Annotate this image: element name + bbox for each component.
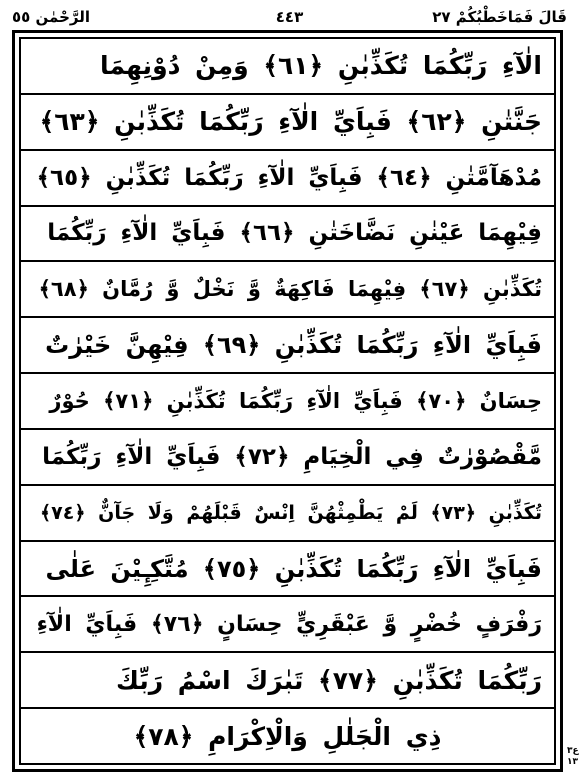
line-text: رَبِّكُمَا تُكَذِّبٰنِ ﴿٧٧﴾ تَبٰرَكَ اسْمُ رَبِّكَ bbox=[116, 665, 542, 695]
text-line bbox=[21, 542, 554, 598]
line-text: تُكَذِّبٰنِ ﴿٦٧﴾ فِيْهِمَا فَاكِهَةٌ وَّ نَخْلٌ وَّ رُمَّانٌ ﴿٦٨﴾ bbox=[38, 277, 542, 302]
text-line bbox=[21, 207, 554, 263]
line-text: جَنَّتٰنِ ﴿٦٢﴾ فَبِاَيِّ الٰآءِ رَبِّكُمَا تُكَذِّبٰنِ ﴿٦٣﴾ bbox=[39, 107, 542, 137]
line-text: مُدْهَآمَّتٰنِ ﴿٦٤﴾ فَبِاَيِّ الٰآءِ رَبِّكُمَا تُكَذِّبٰنِ ﴿٦٥﴾ bbox=[36, 164, 542, 191]
page-border-outer bbox=[12, 30, 563, 772]
page-number: ٤٤٣ bbox=[275, 8, 304, 26]
line-text: تُكَذِّبٰنِ ﴿٧٣﴾ لَمْ يَطْمِثْهُنَّ اِنْسٌ قَبْلَهُمْ وَلَا جَآنٌّ ﴿٧٤﴾ bbox=[40, 501, 542, 524]
line-text: مَّقْصُوْرٰتٌ فِي الْخِيَامِ ﴿٧٢﴾ فَبِاَيِّ الٰآءِ رَبِّكُمَا bbox=[42, 443, 542, 470]
text-line-final bbox=[21, 709, 554, 763]
text-line bbox=[21, 430, 554, 486]
line-text: ذِي الْجَلٰلِ وَالْاِكْرَامِ ﴿٧٨﴾ bbox=[133, 721, 442, 751]
text-line bbox=[21, 374, 554, 430]
line-text: فِيْهِمَا عَيْنٰنِ نَضَّاخَتٰنِ ﴿٦٦﴾ فَبِاَيِّ الٰآءِ رَبِّكُمَا bbox=[47, 220, 542, 247]
page-header bbox=[12, 4, 567, 30]
line-text: فَبِاَيِّ الٰآءِ رَبِّكُمَا تُكَذِّبٰنِ ﴿٦٩﴾ فِيْهِنَّ خَيْرٰتٌ bbox=[45, 331, 542, 360]
text-line bbox=[21, 39, 554, 95]
line-text: رَفْرَفٍ خُضْرٍ وَّ عَبْقَرِيٍّ حِسَانٍ ﴿٧٦﴾ فَبِاَيِّ الٰآءِ bbox=[36, 611, 542, 637]
text-line bbox=[21, 95, 554, 151]
juz-name: قَالَ فَمَاخَطْبُكُمْ ٢٧ bbox=[432, 8, 567, 26]
text-line bbox=[21, 318, 554, 374]
text-line bbox=[21, 262, 554, 318]
page-border-inner bbox=[19, 37, 556, 765]
ruku-marker: ع٣ ١٣ bbox=[567, 746, 579, 767]
line-text: الٰآءِ رَبِّكُمَا تُكَذِّبٰنِ ﴿٦١﴾ وَمِنْ دُوْنِهِمَا bbox=[100, 51, 542, 81]
line-text: حِسَانٌ ﴿٧٠﴾ فَبِاَيِّ الٰآءِ رَبِّكُمَا تُكَذِّبٰنِ ﴿٧١﴾ حُوْرٌ bbox=[49, 388, 542, 413]
text-line bbox=[21, 151, 554, 207]
text-line bbox=[21, 597, 554, 653]
text-line bbox=[21, 486, 554, 542]
surah-name: الرَّحْمٰن ٥٥ bbox=[12, 8, 91, 26]
line-text: فَبِاَيِّ الٰآءِ رَبِّكُمَا تُكَذِّبٰنِ ﴿٧٥﴾ مُتَّكِـِٕيْنَ عَلٰى bbox=[45, 554, 542, 583]
text-line bbox=[21, 653, 554, 709]
